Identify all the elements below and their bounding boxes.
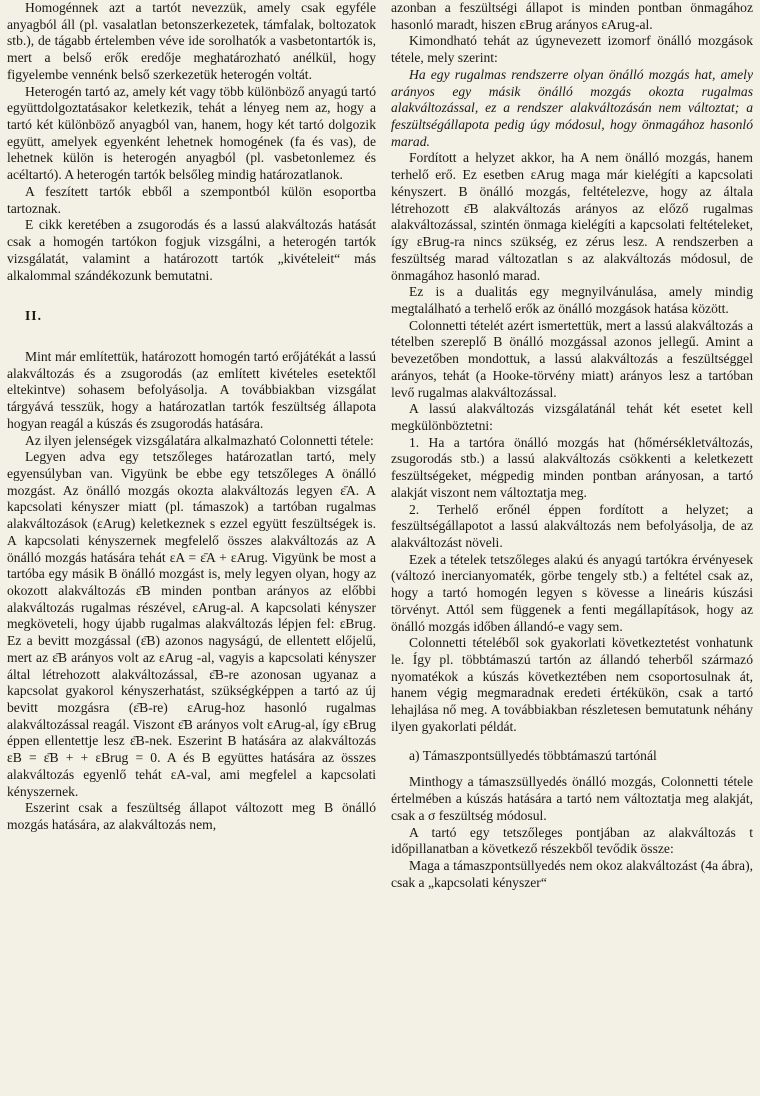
left-column	[7, 0, 376, 834]
paragraph-homogeneous: Homogénnek azt a tartót nevezzük, amely csak egyféle anyagból áll (pl. vasalatlan betonszerkezetek, támfalak, boltozatok stb.), de tágabb értelemben véve ide sorolhatók a vasbetontartók is, mert a belső erők eredője meghatározható anélkül, hogy figyelembe vennénk belső szerkezetük heterogén voltát.	[7, 0, 376, 82]
paragraph-colonnetti-derivation: Legyen adva egy tetszőleges határozatlan tartó, mely egyensúlyban van. Vigyünk be ebbe egy tetszőleges A önálló mozgást. Az önálló mozgás okozta alakváltozás legyen ε̄A. A kapcsolati kényszer miatt (pl. támaszok) a tartóban rugalmas alakváltozások (εArug) keletkeznek s ezzel együtt feszültségek is. A kapcsolati kényszernek megfelelő összes alakváltozás az A önálló mozgás hatására tehát εA = ε̄A + εArug. Vigyünk be most a tartóba egy másik B önálló mozgást is, mely legyen olyan, hogy az okozott alakváltozás ε̄B minden pontban arányos az előbbi alakváltozás rugalmas részével, εArug-al. A kapcsolati kényszer megköveteli, hogy újabb rugalmas alakváltozás lépjen fel: εBrug. Ez a bevitt mozgással (ε̄B) azonos nagyságú, de ellentett előjelű, mert az ε̄B arányos volt az εArug -al, vagyis a kapcsolati kényszer által létrehozott alakváltozással, ε̄B-re azonosan ugyanaz a kapcsolat gyakorol kényszerhatást, szükségképpen a tartó az új bevitt mozgásra (ε̄B-re) εArug-hoz hasonló rugalmas alakváltozással reagál. Viszont ε̄B arányos volt εArug-al, így εBrug éppen ellentettje lesz ε̄B-nek. Eszerint B hatására az alakváltozás εB = ε̄B + + εBrug = 0. A és B együttes hatására az összes alakváltozás egyenlő tehát εA-val, ami megfelel a kapcsolati kényszernek.	[7, 449, 376, 799]
paragraph-support-settlement: Minthogy a támaszsüllyedés önálló mozgás, Colonnetti tétele értelmében a kúszás hatására a tartó nem változtatja meg alakját, csak a σ feszültség módosul.	[391, 774, 753, 823]
subsection-heading: a) Támaszpontsüllyedés többtámaszú tartónál	[409, 747, 657, 763]
paragraph-heterogeneous: Heterogén tartó az, amely két vagy több különböző anyagú tartó együttdolgoztatásakor keletkezik, tehát a lényeg nem az, hogy a tartó két különböző anyagból van, hanem, hogy két tartó dolgozik együtt, amelyek egyenként lehetnek homogének (fa és vas), de lehetnek külön is heterogén anyagból (pl. vasbetonlemez és acéltartó). A heterogén tartók belsőleg mindig határozatlanok.	[7, 83, 376, 183]
paragraph-prestressed: A feszített tartók ebből a szempontból külön esoportba tartoznak.	[7, 183, 376, 216]
paragraph-intro-indeterminate: Mint már említettük, határozott homogén tartó erőjátékát a lassú alakváltozás és a zsugorodás (az említett kivételes esetektől eltekintve) sohasem befolyásolja. A továbbiakban vizsgálat tárgyává tesszük, hogy a határozatlan tartók feszültség állapota hogyan reagál a kúszás és zsugorodás hatására.	[7, 348, 376, 431]
paragraph-creep-relation: Colonnetti tételét azért ismertettük, mert a lassú alakváltozás a tételben szereplő B önálló mozgással azonos jellegű. Amint a bevezetőben mondottuk, a lassú alakváltozás a feszültséggel arányos, tehát (a Hooke-törvény miatt) arányos lesz a tartóban levő rugalmas alakváltozással.	[391, 317, 753, 400]
paragraph-isomorph-theorem: Kimondható tehát az úgynevezett izomorf önálló mozgások tétele, mely szerint:	[391, 33, 753, 66]
paragraph-colonnetti-intro: Az ilyen jelenségek vizsgálatára alkalmazható Colonnetti tétele:	[25, 432, 374, 448]
section-heading: II.	[25, 308, 42, 324]
list-item-case-2: 2. Terhelő erőnél éppen fordított a helyzet; a feszültségállapotot a lassú alakváltozás nem befolyásolja, de az alakváltozást növeli.	[391, 501, 753, 550]
paragraph-settlement-no-strain: Maga a támaszpontsüllyedés nem okoz alakváltozást (4a ábra), csak a „kapcsolati kényszer“	[391, 857, 753, 890]
list-item-case-1: 1. Ha a tartóra önálló mozgás hat (hőmérsékletváltozás, zsugorodás stb.) a lassú alakváltozás csökkenti a keletkezett feszültségeket, mégpedig minden pontban arányosan, a tartó alakját viszont nem változtatja meg.	[391, 434, 753, 500]
right-column	[391, 0, 753, 891]
spacer	[391, 736, 753, 748]
paragraph-scope: E cikk keretében a zsugorodás és a lassú alakváltozás hatását csak a homogén tartókon fogjuk vizsgálni, a heterogén tartók vizsgálatát, valamint a határozott tartók „kivételeit“ más alkalommal szándékozunk bemutatni.	[7, 217, 376, 283]
paragraph-validity: Ezek a tételek tetszőleges alakú és anyagú tartókra érvényesek (változó inercianyomaték, görbe tengely stb.) a feltétel csak az, hogy a tartó homogén legyen s kövesse a lineáris kúszási törvényt. Attól sem függenek a fenti megállapítások, hogy az önálló mozgás időben állandó-e vagy sem.	[391, 551, 753, 634]
paragraph-strain-components: A tartó egy tetszőleges pontjában az alakváltozás t időpillanatban a következő részekből tevődik össze:	[391, 824, 753, 857]
paragraph-duality: Ez is a dualitás egy megnyilvánulása, amely mindig megtalálható a terhelő erők az önálló mozgások hatása között.	[391, 284, 753, 316]
paragraph-continuation: azonban a feszültségi állapot is minden pontban önmagához hasonló maradt, hiszen εBrug arányos εArug-al.	[391, 0, 753, 32]
paragraph-two-cases: A lassú alakváltozás vizsgálatánál tehát két esetet kell megkülönböztetni:	[391, 401, 753, 433]
paragraph-reverse-case: Fordított a helyzet akkor, ha A nem önálló mozgás, hanem terhelő erő. Ez esetben εArug maga már kielégíti a kapcsolati kényszert. B önálló mozgás, feltételezve, hogy az általa létrehozott ε̄B alakváltozás arányos az előző rugalmas alakváltozással, szintén önmaga kielégíti a kapcsolati feltételeket, így εBrug-ra nincs szükség, ez zérus lesz. A rendszerben a feszültség marad változatlan s az alakváltozás módosul, de önmagához hasonló marad.	[391, 150, 753, 283]
paragraph-conclusion-start: Eszerint csak a feszültség állapot változott meg B önálló mozgás hatására, az alakváltozás nem,	[7, 800, 376, 833]
spacer	[7, 325, 376, 349]
paragraph-practical: Colonnetti tételéből sok gyakorlati következtetést vonhatunk le. Így pl. többtámaszú tartón az állandó teherből származó nyomatékok a kúszás következtében nem csoportosulnak át, hanem végig megmaradnak eredeti értékükön, csak a tartó lehajlása nő meg. A továbbiakban részletesen bemutatunk néhány ilyen gyakorlati példát.	[391, 635, 753, 734]
paragraph-theorem-statement: Ha egy rugalmas rendszerre olyan önálló mozgás hat, amely arányos egy másik önálló mozgás okozta rugalmas alakváltozással, ez a rendszer alakváltozásán nem változtat; a feszültségállapota pedig úgy módosul, hogy önmagához hasonló marad.	[391, 66, 753, 149]
spacer	[391, 764, 753, 774]
spacer	[7, 284, 376, 308]
